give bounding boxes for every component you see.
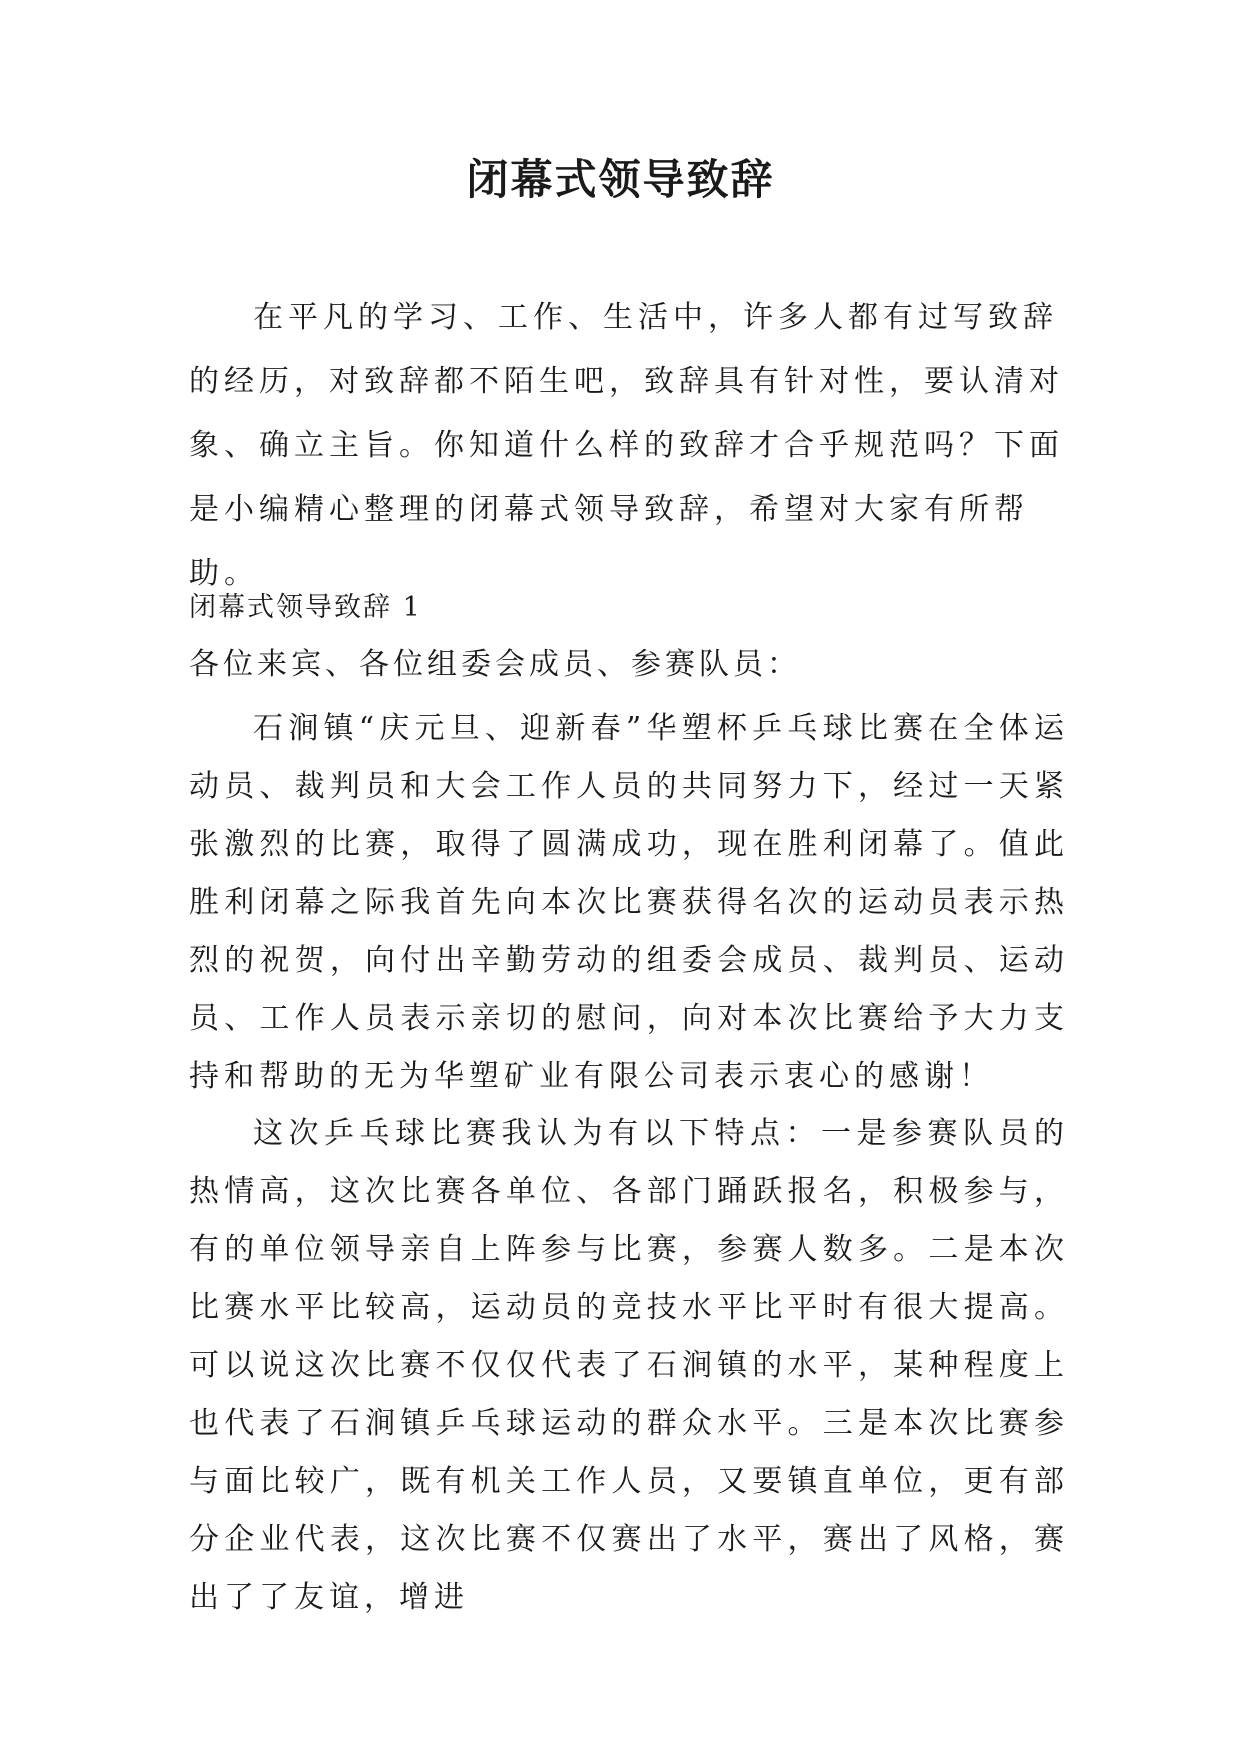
body-paragraph-2: 这次乒乓球比赛我认为有以下特点：一是参赛队员的热情高，这次比赛各单位、各部门踊跃报名，积极参与，有的单位领导亲自上阵参与比赛，参赛人数多。二是本次比赛水平比较高，运动员的竞技水平比平时有很大提高。可以说这次比赛不仅仅代表了石涧镇的水平，某种程度上也代表了石涧镇乒乓球运动的群众水平。三是本次比赛参与面比较广，既有机关工作人员，又要镇直单位，更有部分企业代表，这次比赛不仅赛出了水平，赛出了风格，赛出了了友谊，增进 xyxy=(189,1116,1069,1615)
body-paragraph-1: 石涧镇“庆元旦、迎新春”华塑杯乒乓球比赛在全体运动员、裁判员和大会工作人员的共同努力下，经过一天紧张激烈的比赛，取得了圆满成功，现在胜利闭幕了。值此胜利闭幕之际我首先向本次比赛获得名次的运动员表示热烈的祝贺，向付出辛勤劳动的组委会成员、裁判员、运动员、工作人员表示亲切的慰问，向对本次比赛给予大力支持和帮助的无为华塑矿业有限公司表示衷心的感谢！ xyxy=(189,711,1069,1094)
salutation-line: 各位来宾、各位组委会成员、参赛队员： xyxy=(189,647,801,682)
document-title: 闭幕式领导致辞 xyxy=(466,155,775,204)
section-heading: 闭幕式领导致辞 1 xyxy=(189,592,422,623)
intro-paragraph: 在平凡的学习、工作、生活中，许多人都有过写致辞的经历，对致辞都不陌生吧，致辞具有针对性，要认清对象、确立主旨。你知道什么样的致辞才合乎规范吗？下面是小编精心整理的闭幕式领导致辞，希望对大家有所帮助。 xyxy=(189,300,1064,591)
